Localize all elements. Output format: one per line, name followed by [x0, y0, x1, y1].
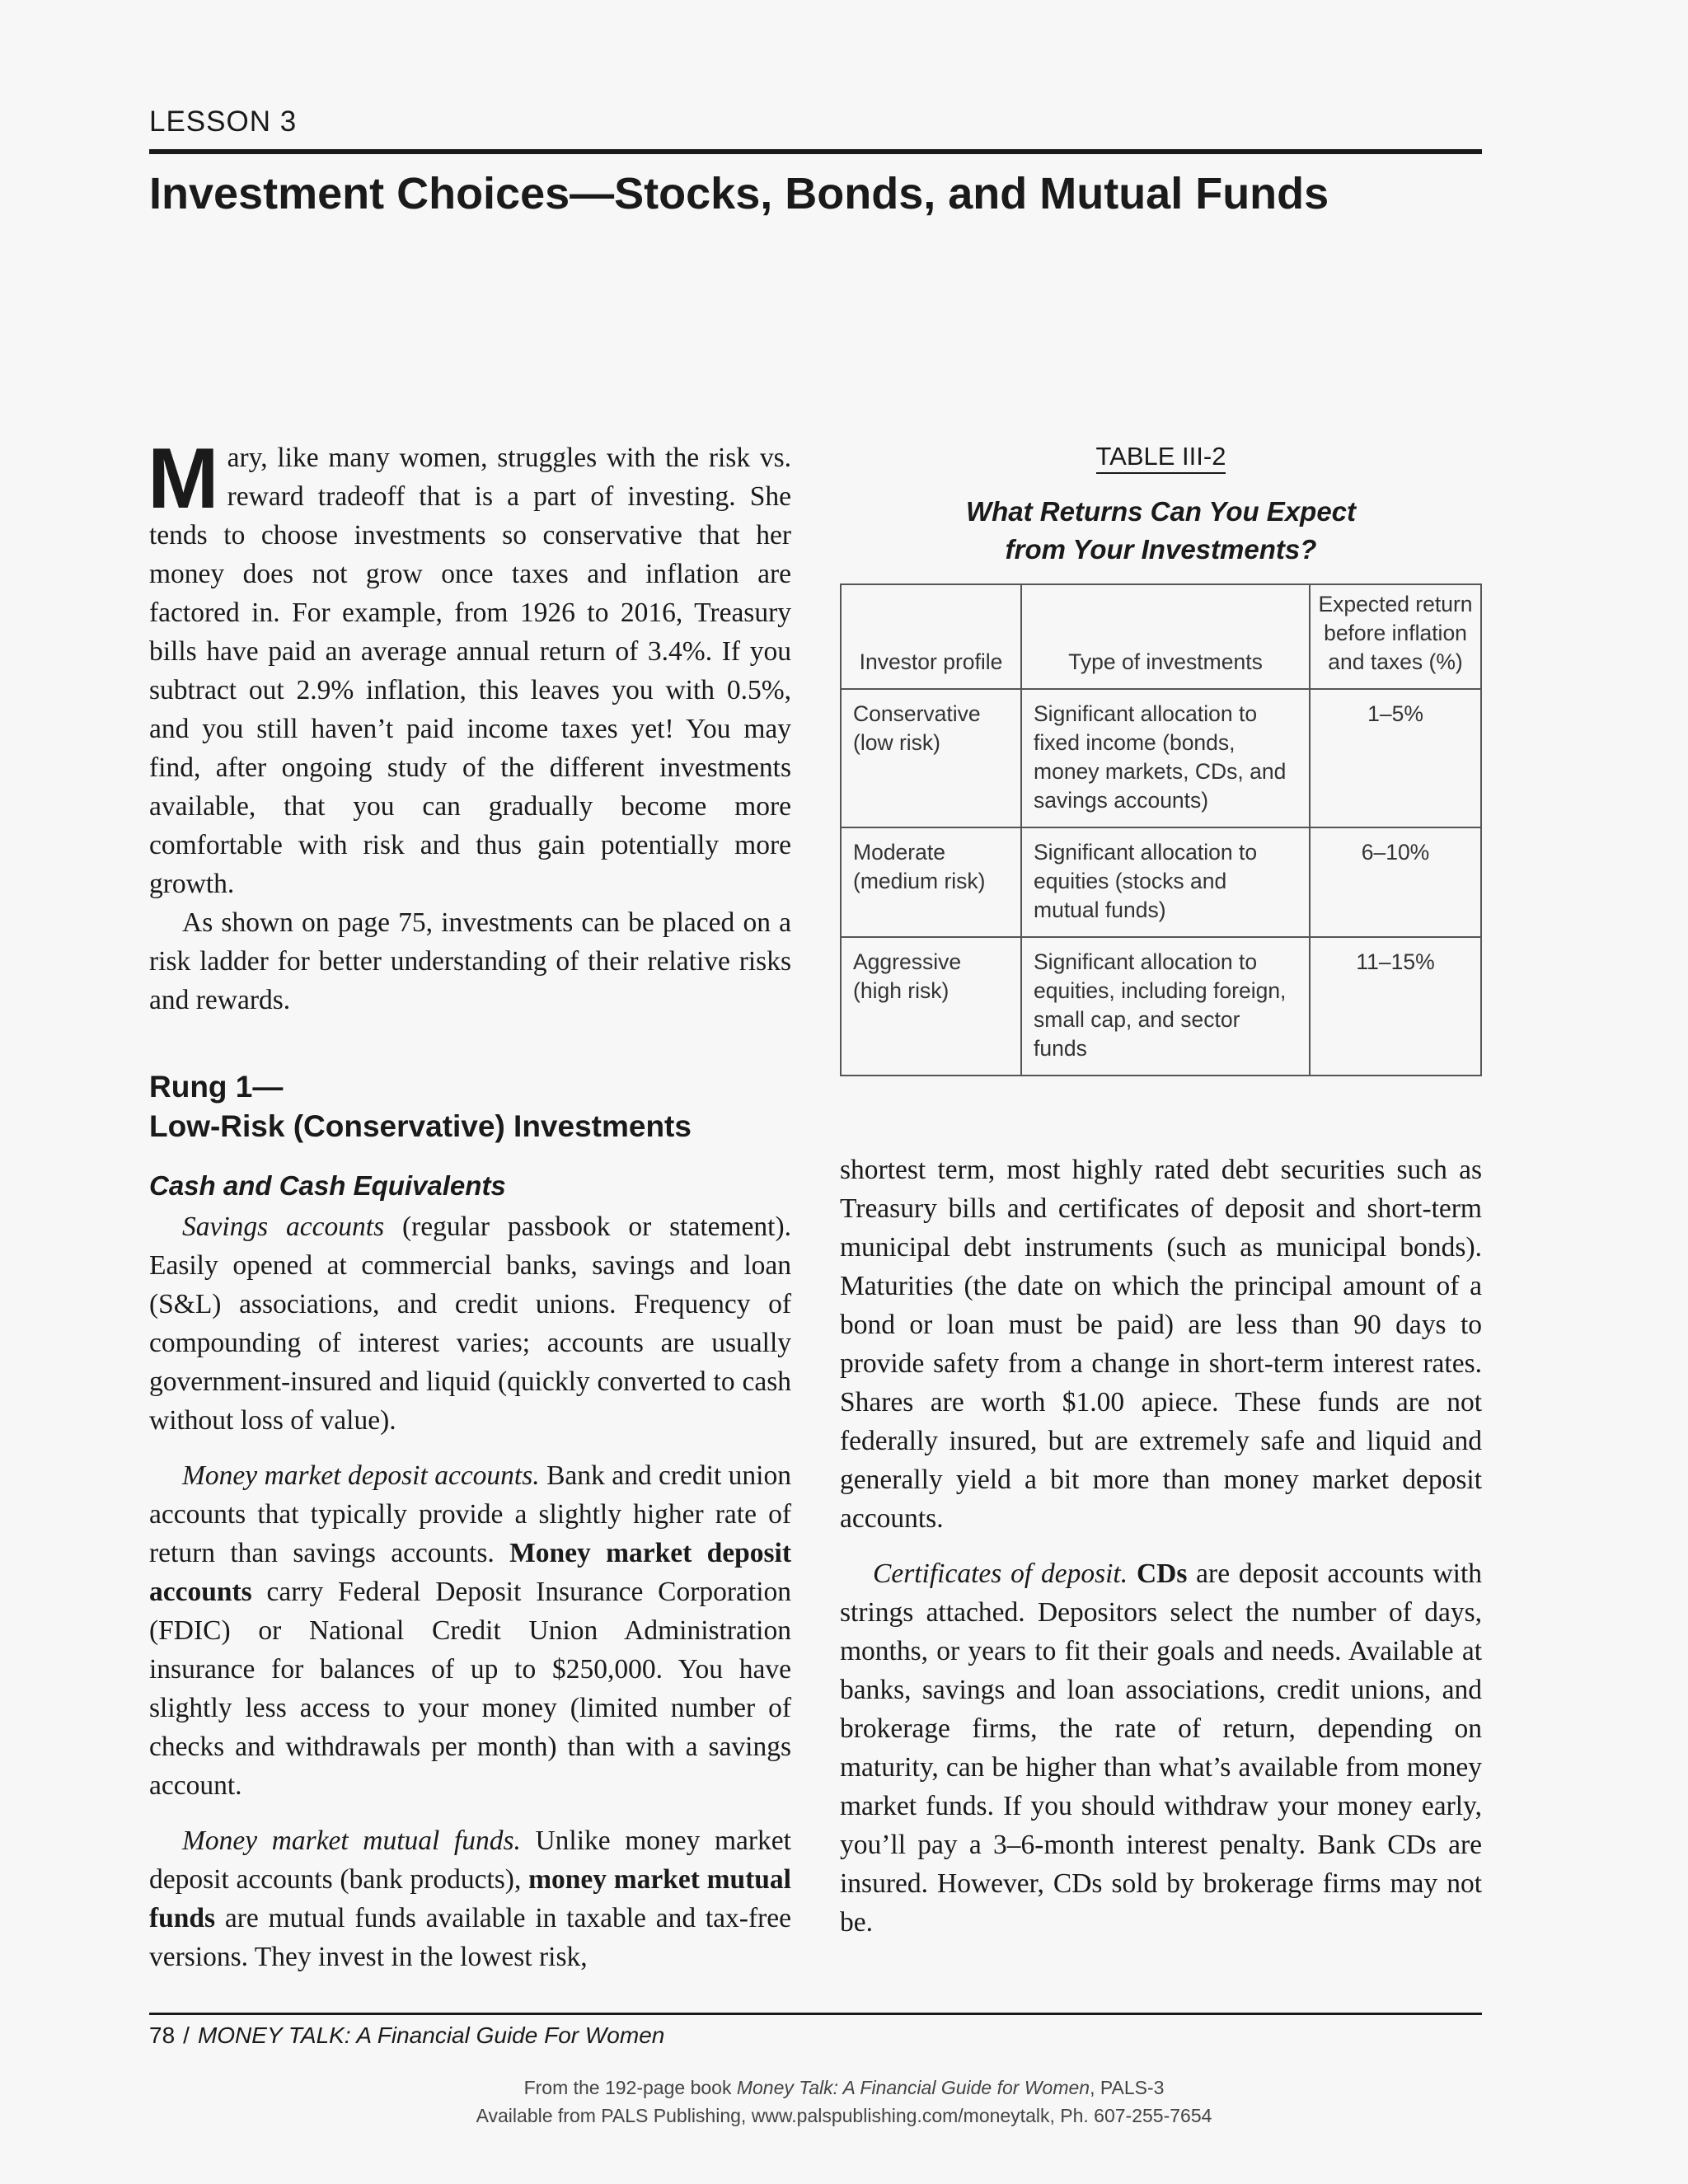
cd-bold: CDs — [1136, 1558, 1188, 1589]
rung-heading — [149, 1067, 791, 1146]
cash-heading: Cash and Cash Equivalents — [149, 1170, 506, 1201]
right-column — [840, 1151, 1482, 1942]
cell-type: Significant allocation to equities, including foreign, small cap, and sector funds — [1021, 937, 1310, 1076]
table-title — [840, 493, 1482, 569]
header-rule — [149, 149, 1482, 154]
intro-paragraph — [148, 431, 791, 903]
savings-text: (regular passbook or statement). Easily opened at commercial banks, savings and loan (S&L) associations, and credit unions. Frequency of compounding of interest varies; accounts are usually government-insured and liquid (quickly converted to cash without loss of value). — [149, 1212, 792, 1436]
table-header-row — [841, 584, 1481, 689]
rung-heading-line2: Low-Risk (Conservative) Investments — [149, 1109, 692, 1143]
table-row — [841, 937, 1481, 1076]
drop-cap: M — [148, 431, 219, 527]
lesson-label: LESSON 3 — [149, 105, 298, 138]
cell-type: Significant allocation to fixed income (bonds, money markets, CDs, and savings accounts) — [1021, 689, 1310, 827]
mmda-bold: Money market deposit accounts — [149, 1538, 791, 1607]
mmda-term: Money market deposit accounts. — [182, 1460, 540, 1491]
rung-heading-line1: Rung 1— — [149, 1070, 284, 1104]
footer-rule — [149, 2013, 1482, 2015]
table-title-line2: from Your Investments? — [1005, 534, 1317, 565]
cell-return: 11–15% — [1310, 937, 1481, 1076]
mmda-text-cont: carry Federal Deposit Insurance Corporation (FDIC) or National Credit Union Administration insurance for balances of up to $250,000. You have slightly less access to your money (limited number of checks and withdrawals per month) than with a savings account. — [149, 1577, 791, 1801]
header-type: Type of investments — [1021, 584, 1310, 689]
cd-term: Certificates of deposit. — [873, 1558, 1128, 1589]
source-note — [0, 2074, 1688, 2130]
cell-return: 1–5% — [1310, 689, 1481, 827]
risk-ladder-paragraph: As shown on page 75, investments can be placed on a risk ladder for better understanding of their relative risks and rewards. — [149, 907, 791, 1015]
cell-profile: Moderate (medium risk) — [841, 827, 1021, 937]
intro-text: ary, like many women, struggles with the risk vs. reward tradeoff that is a part of investing. She tends to choose investments so conservative that her money does not grow once taxes and inflation are factored in. For example, from 1926 to 2016, Treasury bills have paid an average annual return of 3.4%. If you subtract out 2.9% inflation, this leaves you with 0.5%, and you still haven’t paid income taxes yet! You may find, after ongoing study of the different investments available, that you can gradually become more comfortable with risk and thus gain potentially more growth. — [149, 443, 791, 899]
cell-profile: Conservative (low risk) — [841, 689, 1021, 827]
mmmf-bold: money market mutual funds — [149, 1864, 791, 1933]
cd-text: are deposit accounts with strings attached. Depositors select the number of days, months, or years to fit their goals and needs. Available at banks, savings and loan associations, credit unions, and brokerage firms, the rate of return, depending on maturity, can be higher than what’s available from money market funds. If you should withdraw your money early, you’ll pay a 3–6-month interest penalty. Bank CDs are insured. However, CDs sold by brokerage firms may not be. — [840, 1558, 1483, 1938]
mmda-paragraph — [149, 1456, 791, 1805]
table-label-text: TABLE III-2 — [1096, 442, 1226, 474]
header-return: Expected return before inflation and taxes (%) — [1310, 584, 1481, 689]
savings-paragraph — [149, 1207, 791, 1440]
mmda-text: Bank and credit union accounts that typically provide a slightly higher rate of return than savings accounts. — [149, 1460, 791, 1568]
left-column — [148, 431, 792, 1976]
cd-paragraph — [840, 1554, 1482, 1942]
mmmf-text-cont: are mutual funds available in taxable and tax-free versions. They invest in the lowest risk, — [149, 1903, 791, 1972]
table-title-line1: What Returns Can You Expect — [965, 496, 1357, 527]
source-line1 — [0, 2074, 1688, 2102]
returns-table — [840, 583, 1482, 1076]
table-row — [841, 689, 1481, 827]
mmmf-continued-paragraph: shortest term, most highly rated debt securities such as Treasury bills and certificates of deposit and short-term municipal debt instruments (such as municipal bonds). Maturities (the date on which the principal amount of a bond or loan must be paid) are less than 90 days to provide safety from a change in short-term interest rates. Shares are worth $1.00 apiece. These funds are not federally insured, but are extremely safe and liquid and generally yield a bit more than money market deposit accounts. — [840, 1155, 1482, 1534]
mmmf-paragraph — [149, 1821, 791, 1976]
page-number: 78 — [149, 2022, 176, 2048]
cell-profile: Aggressive (high risk) — [841, 937, 1021, 1076]
source-line2: Available from PALS Publishing, www.palspublishing.com/moneytalk, Ph. 607-255-7654 — [476, 2105, 1212, 2126]
source-suffix: , PALS-3 — [1090, 2077, 1165, 2098]
mmmf-term: Money market mutual funds. — [182, 1825, 521, 1856]
cell-type: Significant allocation to equities (stocks and mutual funds) — [1021, 827, 1310, 937]
page-title: Investment Choices—Stocks, Bonds, and Mutual Funds — [149, 169, 1329, 218]
book-title: MONEY TALK: A Financial Guide For Women — [197, 2022, 665, 2048]
source-title: Money Talk: A Financial Guide for Women — [736, 2077, 1090, 2098]
header-profile: Investor profile — [841, 584, 1021, 689]
table-row — [841, 827, 1481, 937]
source-prefix: From the 192-page book — [523, 2077, 737, 2098]
mmmf-text: Unlike money market deposit accounts (bank products), — [149, 1825, 791, 1895]
table-label — [840, 442, 1482, 471]
cell-return: 6–10% — [1310, 827, 1481, 937]
savings-term: Savings accounts — [182, 1212, 385, 1242]
folio: 78 / MONEY TALK: A Financial Guide For Women — [149, 2022, 665, 2048]
